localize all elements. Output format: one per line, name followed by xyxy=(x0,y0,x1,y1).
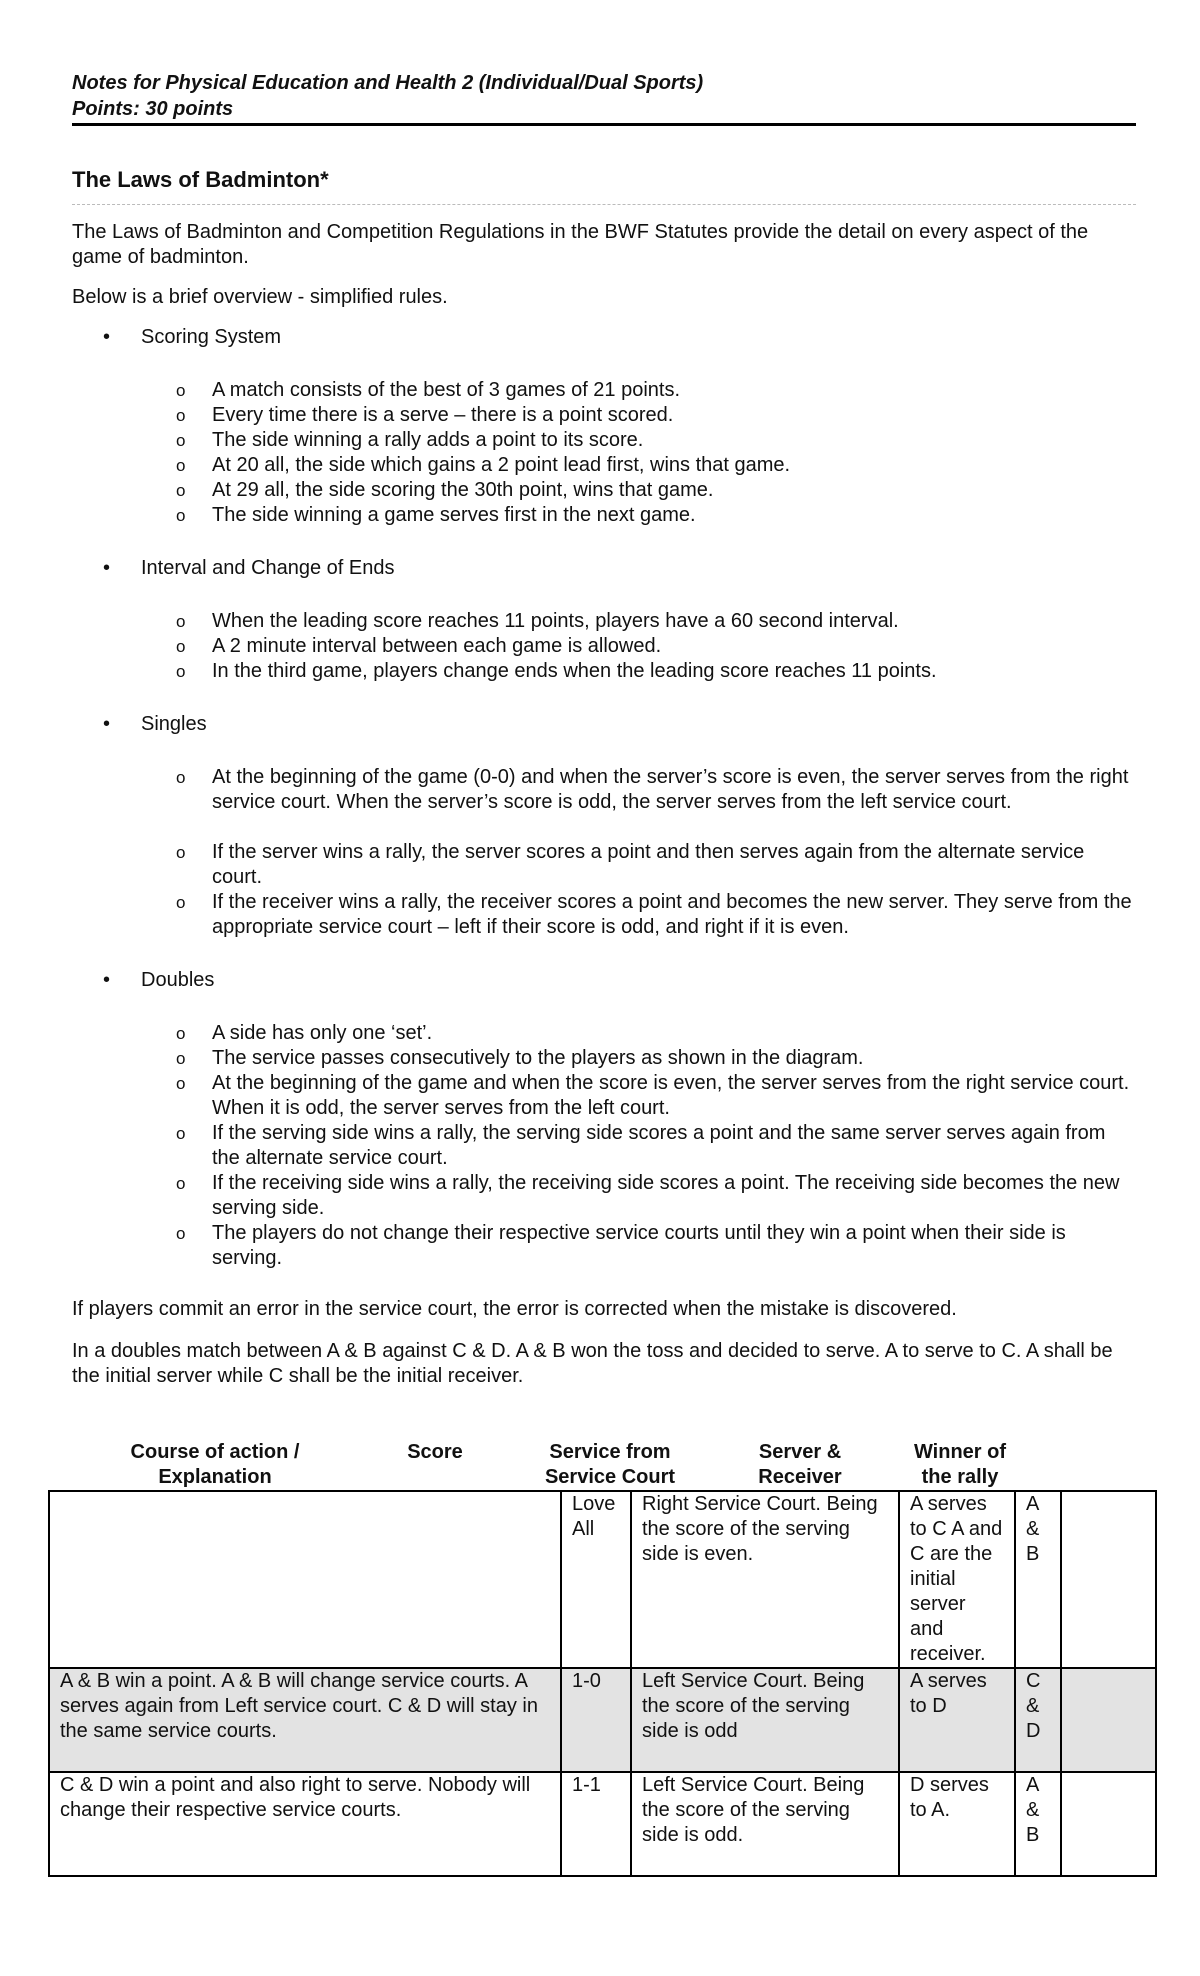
bullet-icon: • xyxy=(103,969,111,991)
circle-bullet-icon: o xyxy=(176,662,186,681)
circle-bullet-icon: o xyxy=(176,843,186,862)
cell-course: A & B win a point. A & B will change service courts. A serves again from Left service court. C & D will stay in the same service courts. xyxy=(49,1668,561,1772)
cell-server: A serves to D xyxy=(899,1668,1015,1772)
circle-bullet-icon: o xyxy=(176,481,186,500)
list-item: o A 2 minute interval between each game is allowed. xyxy=(176,635,662,657)
list-item: o At 29 all, the side scoring the 30th point, wins that game. xyxy=(176,479,714,501)
circle-bullet-icon: o xyxy=(176,506,186,525)
error-note-paragraph: If players commit an error in the service court, the error is corrected when the mistake is discovered. xyxy=(72,1298,957,1320)
list-item: o At the beginning of the game and when the score is even, the server serves from the right service court. When it is odd, the server serves from the left court. xyxy=(176,1072,1130,1119)
circle-bullet-icon: o xyxy=(176,456,186,475)
cell-extra xyxy=(1061,1668,1156,1772)
section-heading-label: Scoring System xyxy=(141,326,282,348)
table-row xyxy=(49,1772,1156,1876)
circle-bullet-icon: o xyxy=(176,1224,186,1243)
circle-bullet-icon: o xyxy=(176,1124,186,1143)
overview-paragraph: Below is a brief overview - simplified rules. xyxy=(72,286,448,308)
list-item: o The players do not change their respective service courts until they win a point when their side is serving. xyxy=(176,1222,1066,1269)
cell-score: 1-0 xyxy=(561,1668,631,1772)
page-title: The Laws of Badminton* xyxy=(72,167,329,192)
list-item: o At 20 all, the side which gains a 2 point lead first, wins that game. xyxy=(176,454,791,476)
cell-score: Love All xyxy=(561,1491,631,1668)
cell-course xyxy=(49,1491,561,1668)
column-header-course: Course of action / Explanation xyxy=(130,1441,300,1488)
column-header-service: Service from Service Court xyxy=(544,1441,676,1488)
page-header xyxy=(72,70,1136,122)
section-heading-label: Singles xyxy=(141,713,207,735)
list-item: o When the leading score reaches 11 points, players have a 60 second interval. xyxy=(176,610,899,632)
circle-bullet-icon: o xyxy=(176,1074,186,1093)
cell-winner: A & B xyxy=(1015,1491,1061,1668)
list-item: o The service passes consecutively to the players as shown in the diagram. xyxy=(176,1047,864,1069)
cell-server: D serves to A. xyxy=(899,1772,1015,1876)
circle-bullet-icon: o xyxy=(176,381,186,400)
circle-bullet-icon: o xyxy=(176,431,186,450)
header-points: Points: 30 points xyxy=(72,98,234,120)
header-divider xyxy=(72,123,1136,126)
section-heading-label: Interval and Change of Ends xyxy=(141,557,395,579)
list-item: o In the third game, players change ends when the leading score reaches 11 points. xyxy=(176,660,937,682)
cell-service: Left Service Court. Being the score of the serving side is odd. xyxy=(631,1772,899,1876)
column-header-server: Server & Receiver xyxy=(758,1441,842,1488)
circle-bullet-icon: o xyxy=(176,612,186,631)
circle-bullet-icon: o xyxy=(176,1024,186,1043)
circle-bullet-icon: o xyxy=(176,768,186,787)
circle-bullet-icon: o xyxy=(176,1049,186,1068)
list-item: o If the serving side wins a rally, the serving side scores a point and the same server serves again from the alternate service court. xyxy=(176,1122,1106,1169)
cell-service: Right Service Court. Being the score of the serving side is even. xyxy=(631,1491,899,1668)
list-item: o The side winning a game serves first in the next game. xyxy=(176,504,696,526)
bullet-icon: • xyxy=(103,326,111,348)
list-item: o If the server wins a rally, the server scores a point and then serves again from the alternate service court. xyxy=(176,841,1085,888)
cell-winner: C & D xyxy=(1015,1668,1061,1772)
cell-service: Left Service Court. Being the score of the serving side is odd xyxy=(631,1668,899,1772)
table-row xyxy=(49,1668,1156,1772)
cell-extra xyxy=(1061,1772,1156,1876)
scenario-paragraph: In a doubles match between A & B against C & D. A & B won the toss and decided to serve. A to serve to C. A shall be the initial server while C shall be the initial receiver. xyxy=(72,1340,1113,1387)
cell-score: 1-1 xyxy=(561,1772,631,1876)
column-header-score: Score xyxy=(407,1441,463,1463)
list-item: o The side winning a rally adds a point to its score. xyxy=(176,429,644,451)
table-row xyxy=(49,1491,1156,1668)
circle-bullet-icon: o xyxy=(176,1174,186,1193)
title-divider xyxy=(72,204,1136,205)
cell-extra xyxy=(1061,1491,1156,1668)
cell-winner: A & B xyxy=(1015,1772,1061,1876)
list-item: o If the receiving side wins a rally, the receiving side scores a point. The receiving side becomes the new serving side. xyxy=(176,1172,1120,1219)
cell-server: A serves to C A and C are the initial server and receiver. xyxy=(899,1491,1015,1668)
column-header-winner: Winner of the rally xyxy=(913,1441,1007,1488)
section-heading-label: Doubles xyxy=(141,969,215,991)
list-item: o A match consists of the best of 3 games of 21 points. xyxy=(176,379,681,401)
list-item: o A side has only one ‘set’. xyxy=(176,1022,433,1044)
list-item: o Every time there is a serve – there is a point scored. xyxy=(176,404,674,426)
header-course-title: Notes for Physical Education and Health 2 (Individual/Dual Sports) xyxy=(72,72,704,94)
bullet-icon: • xyxy=(103,713,111,735)
rally-table xyxy=(48,1490,1157,1877)
intro-paragraph: The Laws of Badminton and Competition Regulations in the BWF Statutes provide the detail on every aspect of the game of badminton. xyxy=(72,221,1089,268)
circle-bullet-icon: o xyxy=(176,637,186,656)
bullet-icon: • xyxy=(103,557,111,579)
list-item: o At the beginning of the game (0-0) and when the server’s score is even, the server serves from the right service court. When the server’s score is odd, the server serves from the left service court. xyxy=(176,766,1129,813)
cell-course: C & D win a point and also right to serve. Nobody will change their respective service courts. xyxy=(49,1772,561,1876)
circle-bullet-icon: o xyxy=(176,893,186,912)
circle-bullet-icon: o xyxy=(176,406,186,425)
list-item: o If the receiver wins a rally, the receiver scores a point and becomes the new server. They serve from the appropriate service court – left if their score is odd, and right if it is even. xyxy=(176,891,1132,938)
